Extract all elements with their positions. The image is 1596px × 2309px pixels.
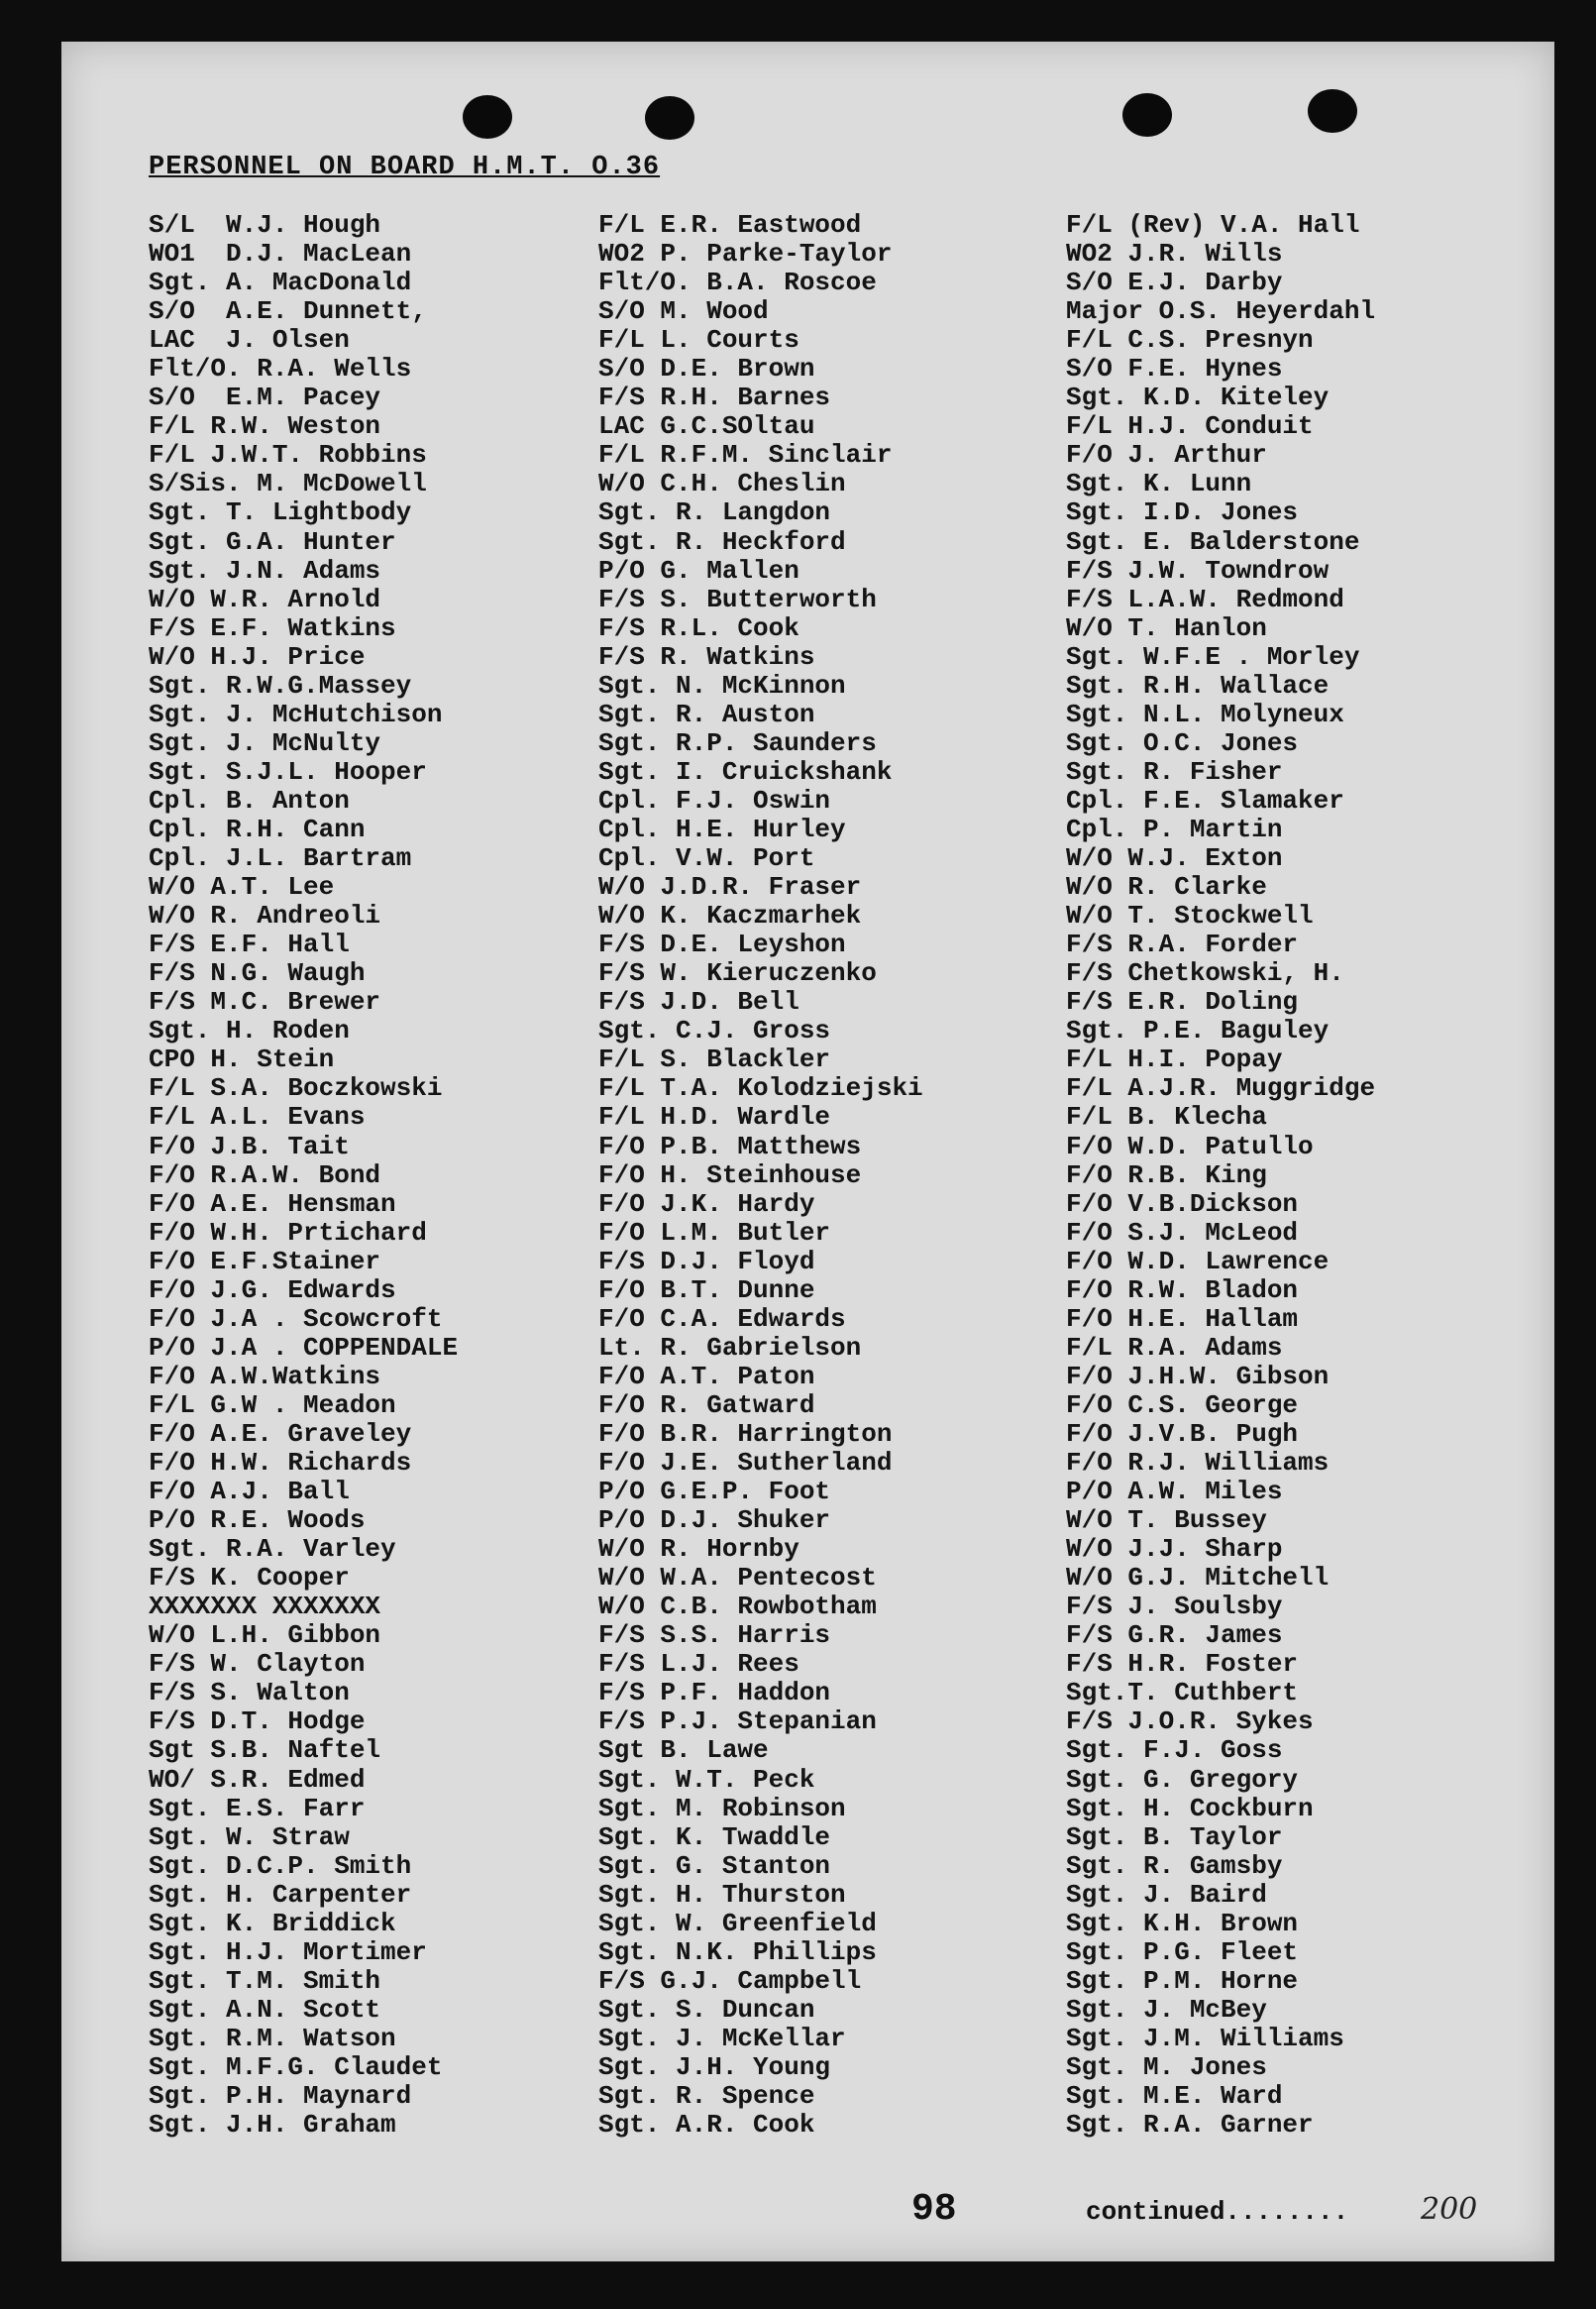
personnel-entry: Sgt. C.J. Gross xyxy=(598,1017,831,1046)
personnel-entry: Sgt B. Lawe xyxy=(598,1736,769,1766)
personnel-entry: Sgt. J. McNulty xyxy=(149,728,381,758)
personnel-entry: F/O R.A.W. Bond xyxy=(149,1160,381,1190)
personnel-entry: Sgt. I.D. Jones xyxy=(1066,498,1299,528)
personnel-entry: F/O R.J. Williams xyxy=(1066,1449,1330,1479)
personnel-entry: F/S H.R. Foster xyxy=(1066,1650,1299,1680)
personnel-entry: F/S S. Butterworth xyxy=(598,585,877,614)
personnel-entry: Sgt. P.G. Fleet xyxy=(1066,1937,1299,1967)
personnel-entry: F/S J.O.R. Sykes xyxy=(1066,1707,1314,1737)
personnel-entry: W/O T. Bussey xyxy=(1066,1506,1267,1536)
personnel-entry: W/O T. Stockwell xyxy=(1066,902,1314,932)
personnel-entry: Sgt. E.S. Farr xyxy=(149,1794,366,1823)
personnel-entry: F/O H. Steinhouse xyxy=(598,1160,862,1190)
personnel-entry: F/O W.H. Prtichard xyxy=(149,1218,427,1248)
personnel-entry: W/O C.B. Rowbotham xyxy=(598,1593,877,1622)
personnel-entry: F/O C.A. Edwards xyxy=(598,1304,846,1334)
personnel-entry: Sgt.T. Cuthbert xyxy=(1066,1679,1299,1708)
personnel-entry: P/O R.E. Woods xyxy=(149,1506,366,1536)
personnel-entry: S/L W.J. Hough xyxy=(149,211,381,240)
personnel-entry: Sgt. K. Twaddle xyxy=(598,1822,831,1852)
personnel-entry: P/O J.A . COPPENDALE xyxy=(149,1333,459,1363)
personnel-entry: Sgt. H. Roden xyxy=(149,1017,350,1046)
personnel-entry: Sgt. M. Robinson xyxy=(598,1794,846,1823)
personnel-entry: W/O G.J. Mitchell xyxy=(1066,1564,1330,1594)
personnel-entry: Sgt. R.M. Watson xyxy=(149,2024,396,2053)
personnel-entry: F/S W. Clayton xyxy=(149,1650,366,1680)
personnel-entry: F/L A.L. Evans xyxy=(149,1103,366,1133)
personnel-entry: F/S D.T. Hodge xyxy=(149,1707,366,1737)
personnel-entry: F/O A.J. Ball xyxy=(149,1478,350,1507)
personnel-entry: Sgt. A.N. Scott xyxy=(149,1995,381,2025)
personnel-entry: Sgt. K.H. Brown xyxy=(1066,1909,1299,1938)
personnel-entry: F/O L.M. Butler xyxy=(598,1218,831,1248)
personnel-entry: XXXXXXX XXXXXXX xyxy=(149,1593,381,1622)
personnel-entry: F/S J.W. Towndrow xyxy=(1066,556,1330,586)
personnel-entry: F/O J.B. Tait xyxy=(149,1132,350,1161)
personnel-entry: F/L S. Blackler xyxy=(598,1045,831,1075)
personnel-entry: W/O C.H. Cheslin xyxy=(598,470,846,499)
personnel-entry: Cpl. J.L. Bartram xyxy=(149,844,412,874)
personnel-entry: Sgt. K.D. Kiteley xyxy=(1066,384,1330,413)
personnel-entry: W/O K. Kaczmarhek xyxy=(598,902,862,932)
personnel-entry: F/S E.F. Hall xyxy=(149,931,350,960)
personnel-entry: Sgt. J. Baird xyxy=(1066,1880,1267,1910)
personnel-entry: F/S J.D. Bell xyxy=(598,988,799,1018)
personnel-entry: F/L A.J.R. Muggridge xyxy=(1066,1074,1376,1104)
personnel-entry: Sgt S.B. Naftel xyxy=(149,1736,381,1766)
personnel-entry: F/O E.F.Stainer xyxy=(149,1247,381,1276)
personnel-entry: S/O D.E. Brown xyxy=(598,355,815,385)
personnel-entry: F/S G.R. James xyxy=(1066,1621,1283,1651)
personnel-entry: F/L R.A. Adams xyxy=(1066,1333,1283,1363)
personnel-entry: F/O V.B.Dickson xyxy=(1066,1189,1299,1219)
personnel-entry: Sgt. N.K. Phillips xyxy=(598,1937,877,1967)
personnel-entry: Sgt. G.A. Hunter xyxy=(149,527,396,557)
personnel-entry: F/O A.T. Paton xyxy=(598,1362,815,1391)
personnel-entry: Sgt. T.M. Smith xyxy=(149,1966,381,1996)
personnel-entry: Sgt. R. Auston xyxy=(598,700,815,729)
personnel-entry: Sgt. O.C. Jones xyxy=(1066,728,1299,758)
personnel-entry: P/O G.E.P. Foot xyxy=(598,1478,831,1507)
handwritten-page-note: 200 xyxy=(1421,2192,1478,2227)
punch-hole-2 xyxy=(645,96,694,140)
personnel-entry: Sgt. G. Stanton xyxy=(598,1851,831,1881)
personnel-entry: Sgt. B. Taylor xyxy=(1066,1822,1283,1852)
personnel-entry: WO2 P. Parke-Taylor xyxy=(598,240,893,270)
personnel-entry: Sgt. J.N. Adams xyxy=(149,556,381,586)
personnel-entry: Sgt. W. Greenfield xyxy=(598,1909,877,1938)
personnel-entry: Sgt. J. McKellar xyxy=(598,2024,846,2053)
personnel-entry: F/S D.J. Floyd xyxy=(598,1247,815,1276)
personnel-column-1 xyxy=(149,211,614,2140)
personnel-entry: F/S R.A. Forder xyxy=(1066,931,1299,960)
personnel-entry: F/O J.E. Sutherland xyxy=(598,1449,893,1479)
personnel-entry: Sgt. J. McBey xyxy=(1066,1995,1267,2025)
personnel-entry: W/O L.H. Gibbon xyxy=(149,1621,381,1651)
personnel-entry: W/O R. Andreoli xyxy=(149,902,381,932)
personnel-entry: S/O A.E. Dunnett, xyxy=(149,297,427,327)
personnel-entry: Sgt. H. Carpenter xyxy=(149,1880,412,1910)
personnel-entry: Flt/O. R.A. Wells xyxy=(149,355,412,385)
personnel-entry: Sgt. R. Spence xyxy=(598,2082,815,2112)
personnel-entry: W/O R. Clarke xyxy=(1066,873,1267,903)
personnel-entry: F/O H.E. Hallam xyxy=(1066,1304,1299,1334)
personnel-entry: Sgt. J.M. Williams xyxy=(1066,2024,1344,2053)
personnel-entry: CPO H. Stein xyxy=(149,1045,335,1075)
personnel-entry: P/O G. Mallen xyxy=(598,556,799,586)
personnel-entry: S/O E.M. Pacey xyxy=(149,384,381,413)
personnel-entry: S/Sis. M. McDowell xyxy=(149,470,427,499)
personnel-entry: F/L (Rev) V.A. Hall xyxy=(1066,211,1360,240)
personnel-entry: Sgt. R. Heckford xyxy=(598,527,846,557)
personnel-entry: F/L C.S. Presnyn xyxy=(1066,326,1314,356)
personnel-entry: Sgt. E. Balderstone xyxy=(1066,527,1360,557)
personnel-entry: F/S E.R. Doling xyxy=(1066,988,1299,1018)
personnel-entry: S/O E.J. Darby xyxy=(1066,269,1283,298)
personnel-entry: Sgt. J.H. Young xyxy=(598,2053,831,2082)
page-number: 98 xyxy=(911,2188,957,2231)
personnel-entry: F/O J.K. Hardy xyxy=(598,1189,815,1219)
personnel-entry: F/O P.B. Matthews xyxy=(598,1132,862,1161)
personnel-entry: F/S E.F. Watkins xyxy=(149,613,396,643)
personnel-entry: P/O A.W. Miles xyxy=(1066,1478,1283,1507)
personnel-entry: F/O J.G. Edwards xyxy=(149,1275,396,1305)
personnel-entry: WO2 J.R. Wills xyxy=(1066,240,1283,270)
personnel-entry: Sgt. M. Jones xyxy=(1066,2053,1267,2082)
personnel-entry: F/O A.W.Watkins xyxy=(149,1362,381,1391)
personnel-entry: Sgt. H. Thurston xyxy=(598,1880,846,1910)
personnel-entry: LAC J. Olsen xyxy=(149,326,350,356)
personnel-entry: F/S R.L. Cook xyxy=(598,613,799,643)
personnel-entry: Sgt. N. McKinnon xyxy=(598,671,846,701)
personnel-entry: Sgt. J.H. Graham xyxy=(149,2111,396,2141)
personnel-entry: Sgt. K. Lunn xyxy=(1066,470,1252,499)
personnel-entry: F/O A.E. Hensman xyxy=(149,1189,396,1219)
personnel-entry: F/L T.A. Kolodziejski xyxy=(598,1074,923,1104)
personnel-entry: Flt/O. B.A. Roscoe xyxy=(598,269,877,298)
personnel-entry: F/L R.W. Weston xyxy=(149,412,381,442)
personnel-entry: Sgt. R.A. Varley xyxy=(149,1535,396,1565)
personnel-entry: F/L H.D. Wardle xyxy=(598,1103,831,1133)
personnel-entry: F/S S.S. Harris xyxy=(598,1621,831,1651)
personnel-entry: Sgt. R.H. Wallace xyxy=(1066,671,1330,701)
personnel-entry: Sgt. A. MacDonald xyxy=(149,269,412,298)
personnel-entry: Cpl. H.E. Hurley xyxy=(598,815,846,844)
personnel-entry: F/L H.I. Popay xyxy=(1066,1045,1283,1075)
personnel-entry: F/S J. Soulsby xyxy=(1066,1593,1283,1622)
personnel-entry: F/S G.J. Campbell xyxy=(598,1966,862,1996)
personnel-entry: Sgt. M.F.G. Claudet xyxy=(149,2053,443,2082)
personnel-entry: F/S P.J. Stepanian xyxy=(598,1707,877,1737)
personnel-entry: F/O W.D. Patullo xyxy=(1066,1132,1314,1161)
personnel-entry: W/O W.J. Exton xyxy=(1066,844,1283,874)
punch-hole-3 xyxy=(1122,93,1172,137)
personnel-entry: F/O S.J. McLeod xyxy=(1066,1218,1299,1248)
personnel-entry: Sgt. H. Cockburn xyxy=(1066,1794,1314,1823)
personnel-entry: Cpl. B. Anton xyxy=(149,786,350,816)
personnel-entry: F/S P.F. Haddon xyxy=(598,1679,831,1708)
personnel-entry: Sgt. H.J. Mortimer xyxy=(149,1937,427,1967)
personnel-entry: Sgt. J. McHutchison xyxy=(149,700,443,729)
personnel-entry: WO1 D.J. MacLean xyxy=(149,240,412,270)
personnel-entry: LAC G.C.SOltau xyxy=(598,412,815,442)
personnel-entry: W/O H.J. Price xyxy=(149,642,366,672)
personnel-entry: F/O B.R. Harrington xyxy=(598,1419,893,1449)
personnel-entry: Sgt. R.A. Garner xyxy=(1066,2111,1314,2141)
personnel-entry: Sgt. S.J.L. Hooper xyxy=(149,757,427,787)
personnel-entry: W/O W.A. Pentecost xyxy=(598,1564,877,1594)
personnel-entry: F/S W. Kieruczenko xyxy=(598,959,877,989)
personnel-entry: F/O R.W. Bladon xyxy=(1066,1275,1299,1305)
personnel-entry: Sgt. S. Duncan xyxy=(598,1995,815,2025)
personnel-entry: W/O A.T. Lee xyxy=(149,873,335,903)
personnel-entry: Sgt. W. Straw xyxy=(149,1822,350,1852)
personnel-entry: Sgt. R. Gamsby xyxy=(1066,1851,1283,1881)
personnel-entry: WO/ S.R. Edmed xyxy=(149,1765,366,1795)
personnel-entry: F/S M.C. Brewer xyxy=(149,988,381,1018)
personnel-entry: Cpl. P. Martin xyxy=(1066,815,1283,844)
personnel-entry: F/S N.G. Waugh xyxy=(149,959,366,989)
personnel-column-2 xyxy=(598,211,1064,2140)
punch-hole-4 xyxy=(1308,89,1357,133)
personnel-entry: Sgt. W.T. Peck xyxy=(598,1765,815,1795)
personnel-entry: Sgt. P.E. Baguley xyxy=(1066,1017,1330,1046)
personnel-entry: Sgt. W.F.E . Morley xyxy=(1066,642,1360,672)
personnel-entry: Sgt. R.P. Saunders xyxy=(598,728,877,758)
personnel-entry: F/S R.H. Barnes xyxy=(598,384,831,413)
personnel-entry: F/O R. Gatward xyxy=(598,1390,815,1420)
personnel-entry: P/O D.J. Shuker xyxy=(598,1506,831,1536)
personnel-entry: Sgt. N.L. Molyneux xyxy=(1066,700,1344,729)
personnel-entry: Cpl. V.W. Port xyxy=(598,844,815,874)
personnel-entry: Sgt. D.C.P. Smith xyxy=(149,1851,412,1881)
personnel-entry: W/O J.J. Sharp xyxy=(1066,1535,1283,1565)
personnel-entry: F/L B. Klecha xyxy=(1066,1103,1267,1133)
personnel-entry: W/O W.R. Arnold xyxy=(149,585,381,614)
personnel-entry: F/S S. Walton xyxy=(149,1679,350,1708)
personnel-entry: F/O R.B. King xyxy=(1066,1160,1267,1190)
personnel-entry: Sgt. M.E. Ward xyxy=(1066,2082,1283,2112)
personnel-entry: Lt. R. Gabrielson xyxy=(598,1333,862,1363)
personnel-entry: W/O J.D.R. Fraser xyxy=(598,873,862,903)
personnel-entry: Cpl. F.J. Oswin xyxy=(598,786,831,816)
personnel-entry: Sgt. F.J. Goss xyxy=(1066,1736,1283,1766)
personnel-column-3 xyxy=(1066,211,1532,2140)
personnel-entry: F/O C.S. George xyxy=(1066,1390,1299,1420)
personnel-entry: Major O.S. Heyerdahl xyxy=(1066,297,1376,327)
personnel-entry: F/O A.E. Graveley xyxy=(149,1419,412,1449)
personnel-entry: Sgt. P.M. Horne xyxy=(1066,1966,1299,1996)
personnel-entry: F/L S.A. Boczkowski xyxy=(149,1074,443,1104)
personnel-entry: F/O J.V.B. Pugh xyxy=(1066,1419,1299,1449)
personnel-entry: F/O W.D. Lawrence xyxy=(1066,1247,1330,1276)
personnel-entry: Sgt. G. Gregory xyxy=(1066,1765,1299,1795)
personnel-entry: Sgt. R. Fisher xyxy=(1066,757,1283,787)
personnel-entry: F/L J.W.T. Robbins xyxy=(149,441,427,471)
personnel-entry: F/S L.A.W. Redmond xyxy=(1066,585,1344,614)
personnel-entry: F/O J. Arthur xyxy=(1066,441,1267,471)
personnel-entry: S/O F.E. Hynes xyxy=(1066,355,1283,385)
document-heading: PERSONNEL ON BOARD H.M.T. O.36 xyxy=(149,153,661,182)
personnel-entry: F/O H.W. Richards xyxy=(149,1449,412,1479)
personnel-entry: F/L L. Courts xyxy=(598,326,799,356)
personnel-entry: Sgt. I. Cruickshank xyxy=(598,757,893,787)
personnel-entry: F/S Chetkowski, H. xyxy=(1066,959,1344,989)
continued-note: continued........ xyxy=(1086,2197,1349,2227)
personnel-entry: F/O B.T. Dunne xyxy=(598,1275,815,1305)
personnel-entry: Sgt. A.R. Cook xyxy=(598,2111,815,2141)
personnel-entry: Sgt. T. Lightbody xyxy=(149,498,412,528)
personnel-entry: F/L E.R. Eastwood xyxy=(598,211,862,240)
personnel-entry: Cpl. F.E. Slamaker xyxy=(1066,786,1344,816)
personnel-entry: F/L R.F.M. Sinclair xyxy=(598,441,893,471)
personnel-entry: F/L G.W . Meadon xyxy=(149,1390,396,1420)
personnel-entry: S/O M. Wood xyxy=(598,297,769,327)
punch-hole-1 xyxy=(463,95,512,139)
personnel-entry: F/S K. Cooper xyxy=(149,1564,350,1594)
personnel-entry: Sgt. R. Langdon xyxy=(598,498,831,528)
personnel-entry: F/O J.A . Scowcroft xyxy=(149,1304,443,1334)
personnel-entry: F/L H.J. Conduit xyxy=(1066,412,1314,442)
personnel-entry: Cpl. R.H. Cann xyxy=(149,815,366,844)
personnel-entry: F/S L.J. Rees xyxy=(598,1650,799,1680)
personnel-entry: F/S D.E. Leyshon xyxy=(598,931,846,960)
personnel-entry: W/O R. Hornby xyxy=(598,1535,799,1565)
personnel-entry: F/O J.H.W. Gibson xyxy=(1066,1362,1330,1391)
personnel-entry: Sgt. K. Briddick xyxy=(149,1909,396,1938)
personnel-entry: F/S R. Watkins xyxy=(598,642,815,672)
personnel-entry: Sgt. P.H. Maynard xyxy=(149,2082,412,2112)
personnel-entry: Sgt. R.W.G.Massey xyxy=(149,671,412,701)
personnel-entry: W/O T. Hanlon xyxy=(1066,613,1267,643)
